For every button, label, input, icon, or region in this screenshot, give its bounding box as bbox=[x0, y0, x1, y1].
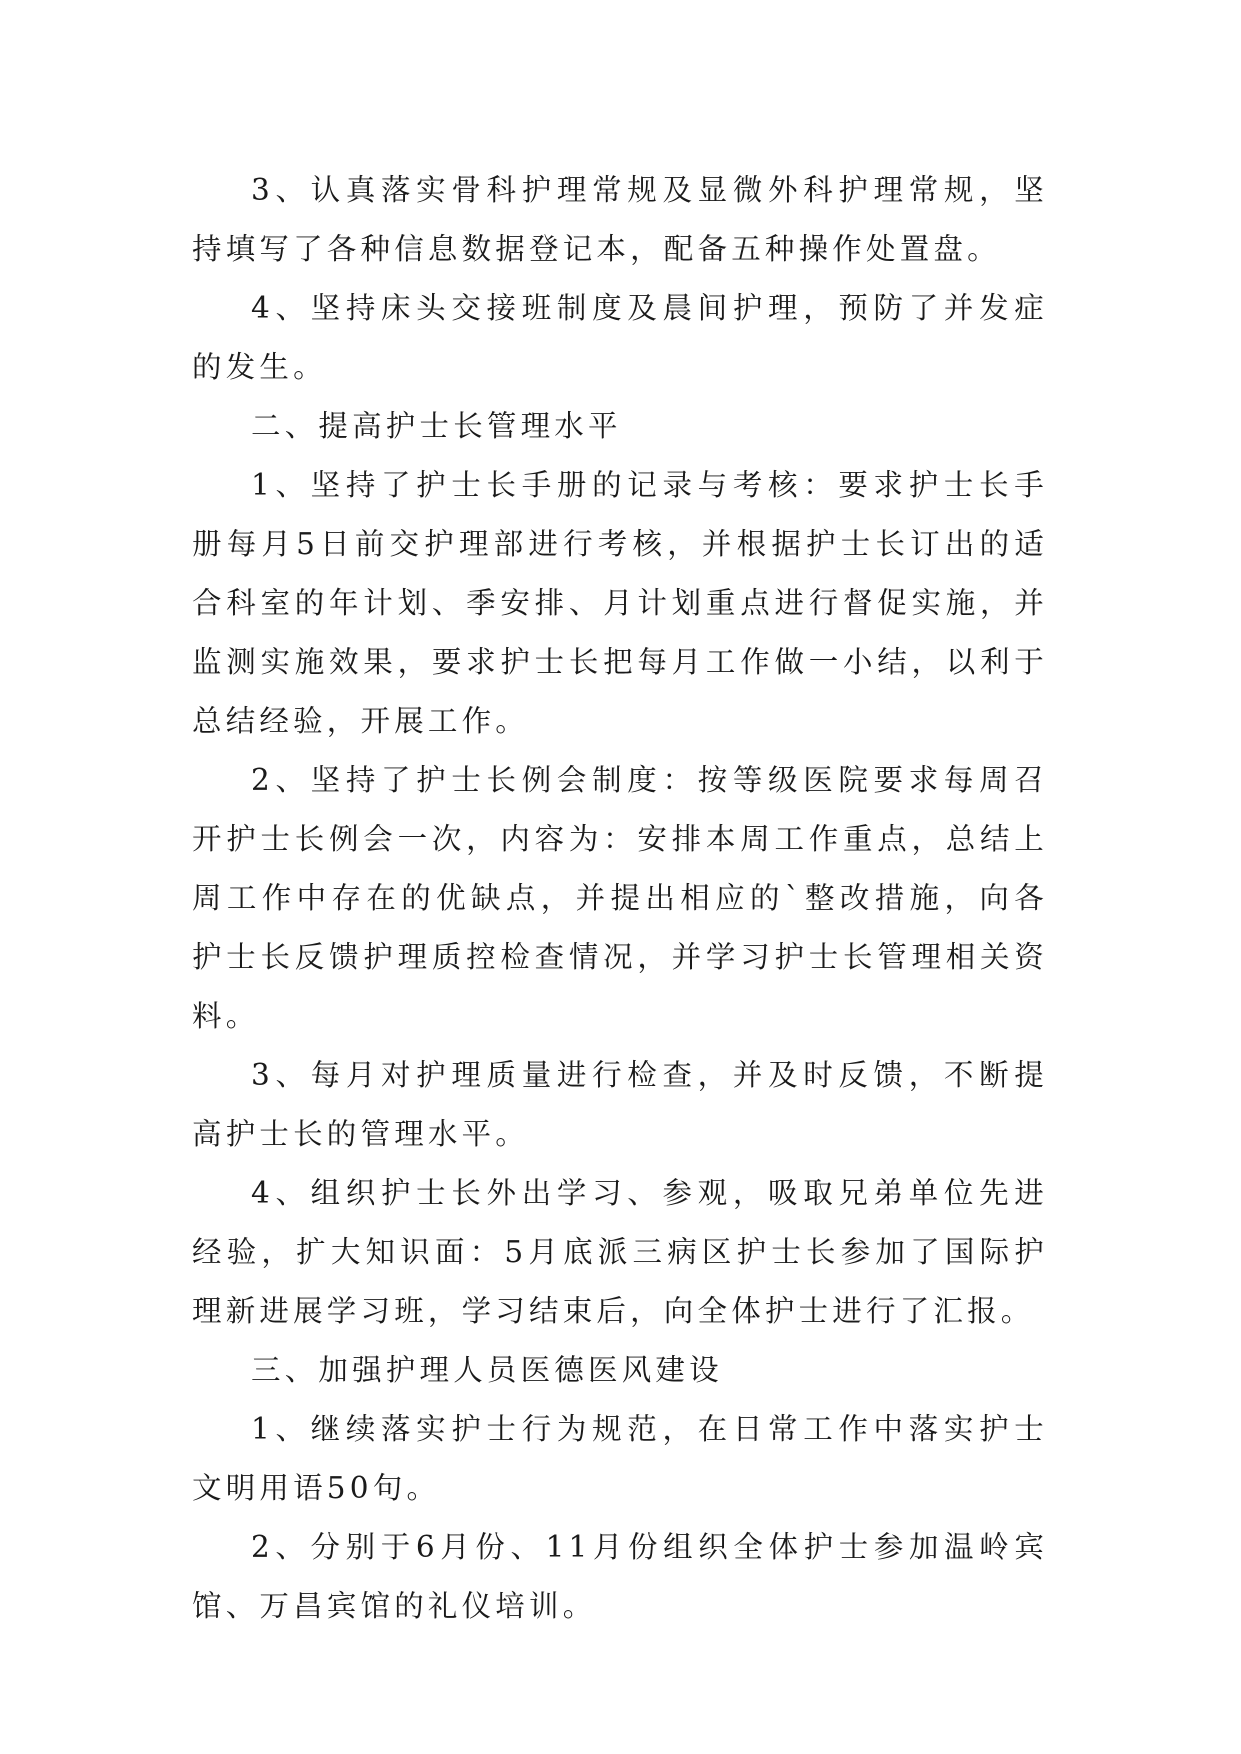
paragraph-item-1-head-nurse-manual: 1、坚持了护士长手册的记录与考核：要求护士长手册每月5日前交护理部进行考核，并根据护士长订出的适合科室的年计划、季安排、月计划重点进行督促实施，并监测实施效果，要求护士长把每月工作做一小结，以利于总结经验，开展工作。 bbox=[192, 468, 1048, 738]
paragraph-item-3-nursing-routines: 3、认真落实骨科护理常规及显微外科护理常规，坚持填写了各种信息数据登记本，配备五种操作处置盘。 bbox=[192, 173, 1048, 266]
paragraph-item-2-weekly-meeting: 2、坚持了护士长例会制度：按等级医院要求每周召开护士长例会一次，内容为：安排本周工作重点，总结上周工作中存在的优缺点，并提出相应的`整改措施，向各护士长反馈护理质控检查情况，并学习护士长管理相关资料。 bbox=[192, 763, 1048, 1033]
paragraph-item-4-bedside-handover: 4、坚持床头交接班制度及晨间护理，预防了并发症的发生。 bbox=[192, 291, 1048, 384]
section-heading-2: 二、提高护士长管理水平 bbox=[251, 409, 622, 443]
paragraph-item-4-external-study: 4、组织护士长外出学习、参观，吸取兄弟单位先进经验，扩大知识面：5月底派三病区护士长参加了国际护理新进展学习班，学习结束后，向全体护士进行了汇报。 bbox=[192, 1176, 1048, 1328]
paragraph-item-2-etiquette-training: 2、分别于6月份、11月份组织全体护士参加温岭宾馆、万昌宾馆的礼仪培训。 bbox=[192, 1530, 1048, 1623]
paragraph-item-3-quality-check: 3、每月对护理质量进行检查，并及时反馈，不断提高护士长的管理水平。 bbox=[192, 1058, 1048, 1151]
paragraph-item-1-conduct-norms: 1、继续落实护士行为规范，在日常工作中落实护士文明用语50句。 bbox=[192, 1412, 1048, 1505]
document-body bbox=[192, 161, 1048, 1636]
section-heading-3: 三、加强护理人员医德医风建设 bbox=[251, 1353, 723, 1387]
